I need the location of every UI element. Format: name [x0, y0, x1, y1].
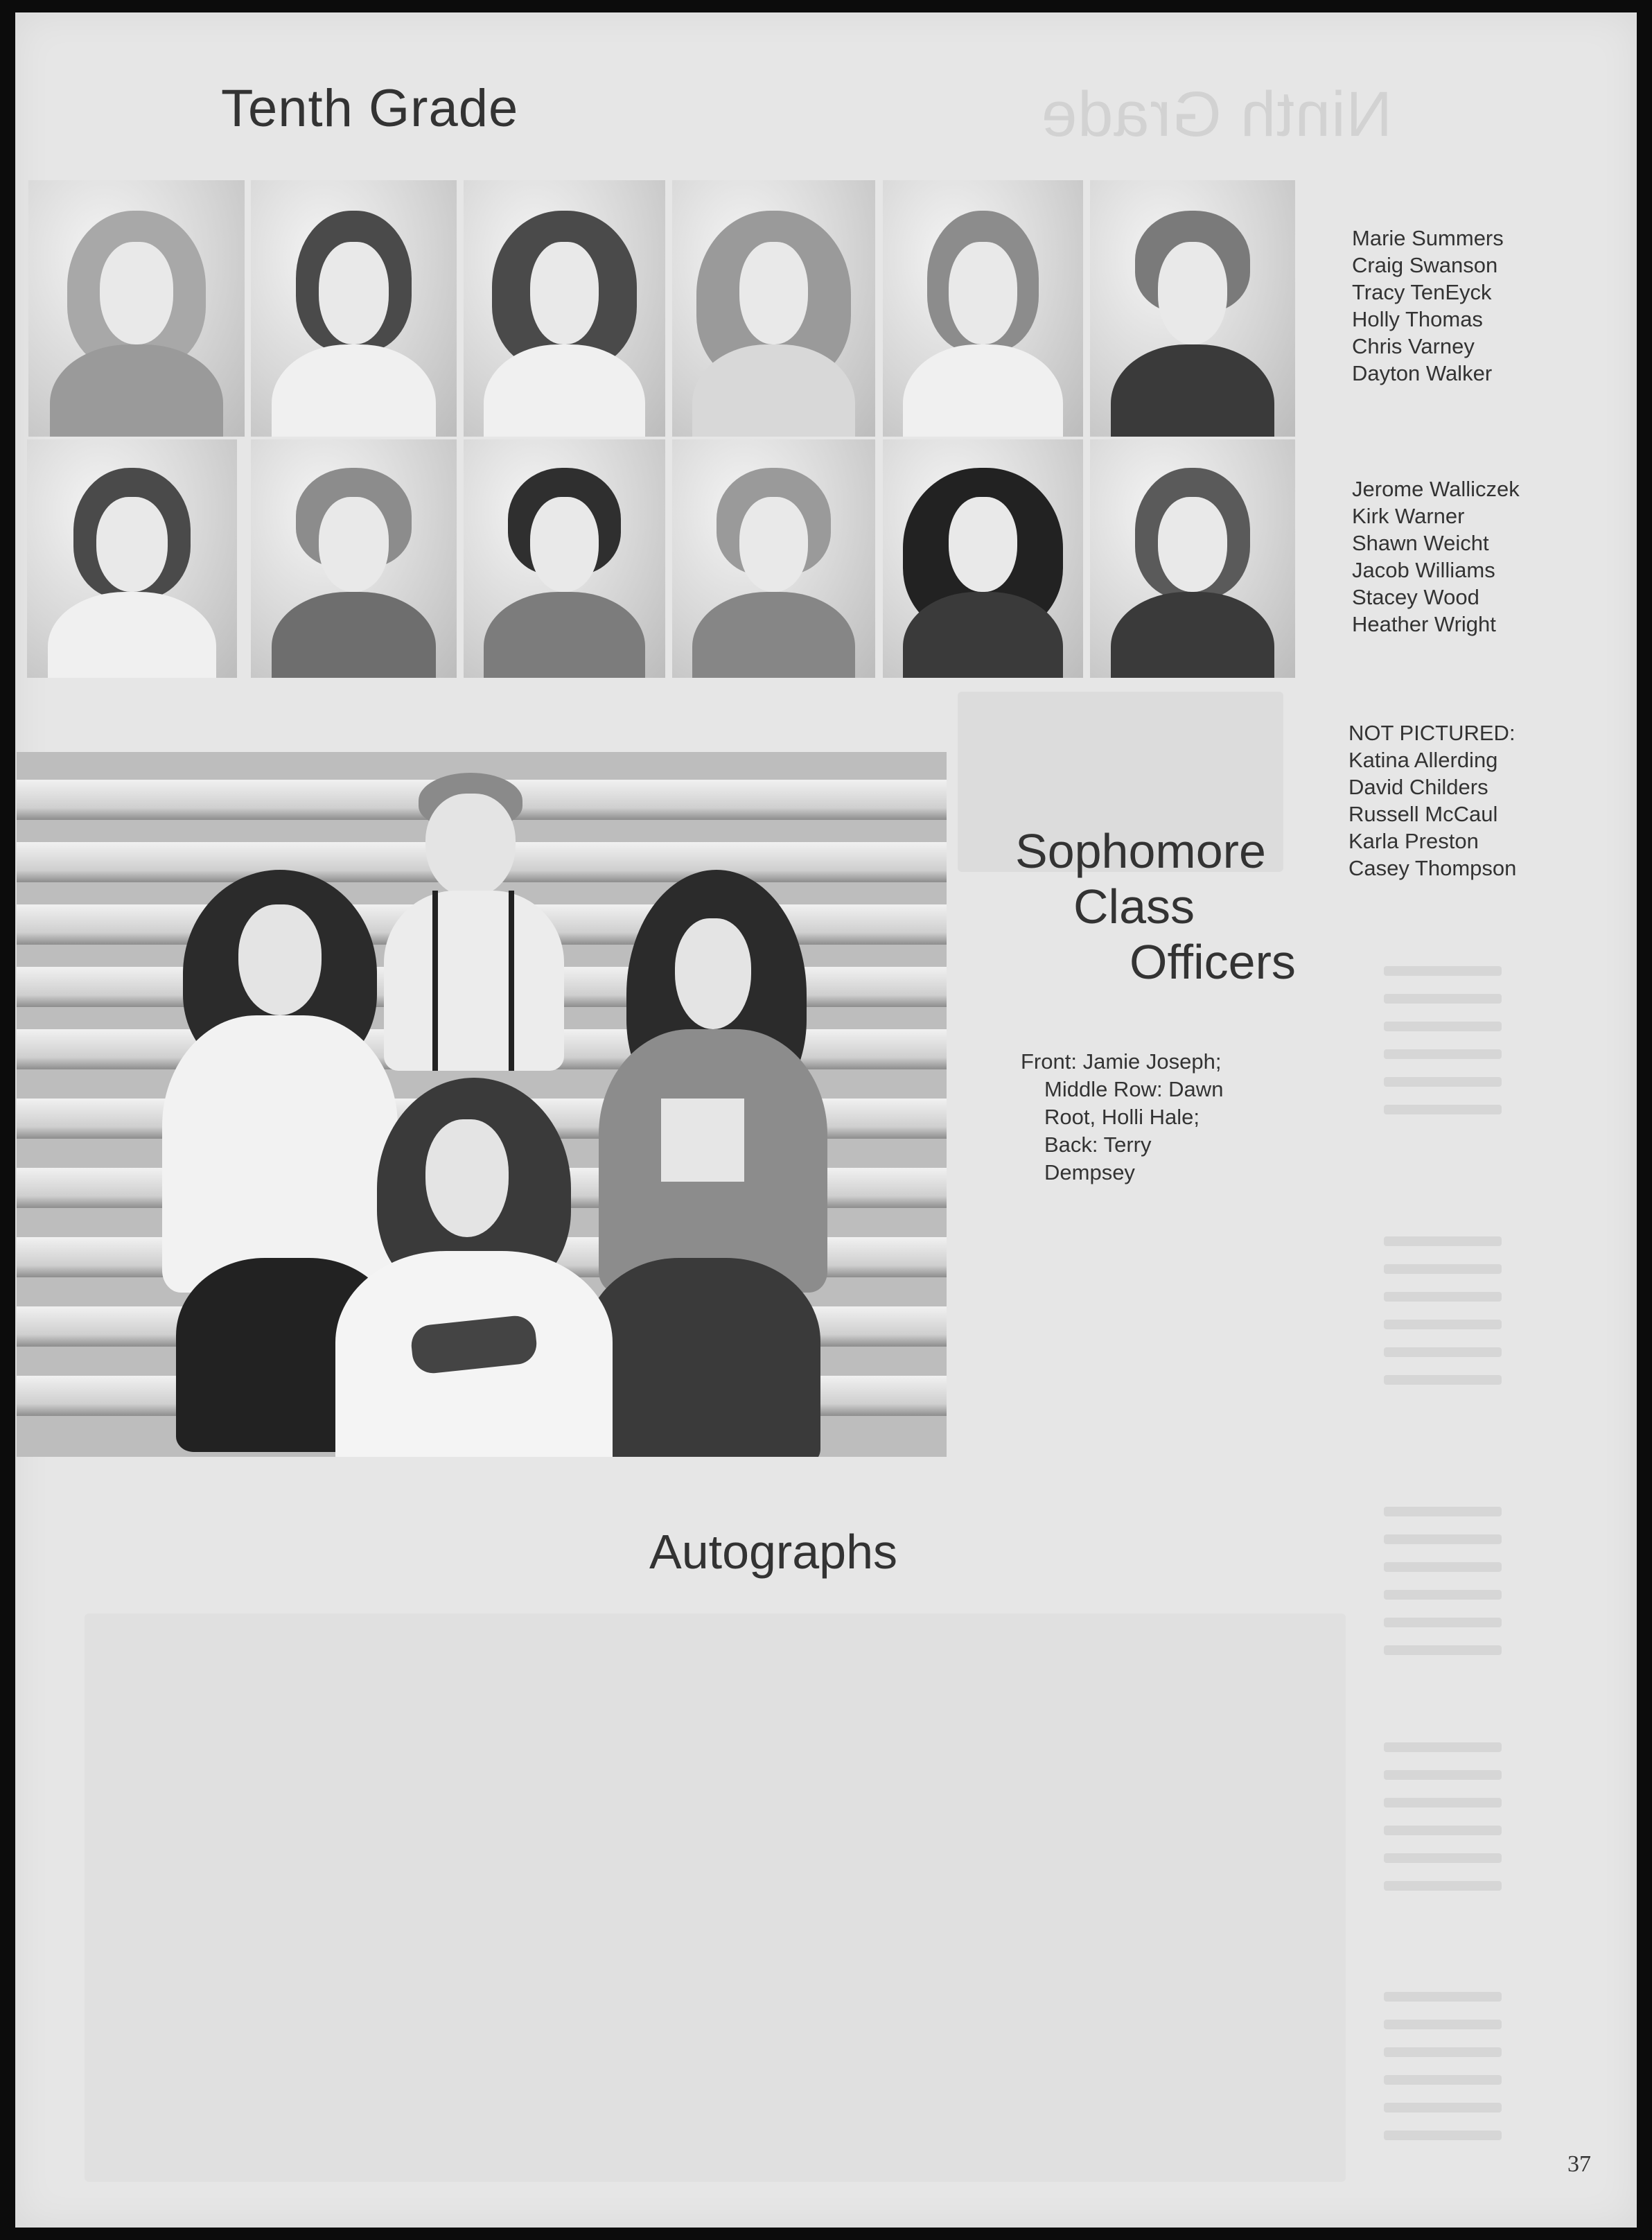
portrait-photo — [464, 439, 665, 678]
portrait-photo — [883, 439, 1083, 678]
page-number: 37 — [1567, 2151, 1591, 2177]
portrait-photo — [251, 439, 457, 678]
student-name: Marie Summers — [1352, 226, 1504, 250]
student-name: Jerome Walliczek — [1352, 477, 1520, 501]
caption-line: Dempsey — [1044, 1160, 1135, 1184]
student-name: Stacey Wood — [1352, 585, 1479, 609]
portrait-photo — [28, 180, 245, 437]
bleed-through-ghost — [1384, 948, 1502, 1132]
row2-name-list — [1352, 475, 1520, 638]
student-name: Chris Varney — [1352, 334, 1475, 358]
portrait-photo — [1090, 439, 1295, 678]
bleed-through-ghost — [1384, 1724, 1502, 1909]
portrait-photo — [883, 180, 1083, 437]
portrait-photo — [1090, 180, 1295, 437]
yearbook-page — [15, 12, 1637, 2228]
caption-line: Middle Row: Dawn — [1044, 1077, 1224, 1101]
tenth-grade-title: Tenth Grade — [221, 79, 519, 138]
not-pictured-heading: NOT PICTURED: — [1348, 721, 1515, 745]
autographs-title: Autographs — [649, 1525, 898, 1579]
student-name: Russell McCaul — [1348, 802, 1498, 826]
bleed-through-ghost — [85, 1613, 1346, 2182]
bleed-through-ghost — [1384, 1974, 1502, 2158]
student-name: Casey Thompson — [1348, 856, 1517, 880]
student-name: Heather Wright — [1352, 612, 1496, 636]
student-name: Shawn Weicht — [1352, 531, 1489, 555]
student-name: Holly Thomas — [1352, 307, 1483, 331]
bleed-through-ghost — [1384, 1489, 1502, 1673]
portrait-photo — [464, 180, 665, 437]
student-name: Tracy TenEyck — [1352, 280, 1492, 304]
portrait-photo — [27, 439, 237, 678]
student-name: Karla Preston — [1348, 829, 1479, 853]
student-name: David Childers — [1348, 775, 1488, 799]
officers-title-line-2: Class — [1073, 880, 1195, 934]
not-pictured-list — [1348, 719, 1516, 882]
bleed-through-ghost — [1384, 1218, 1502, 1403]
caption-line: Back: Terry — [1044, 1132, 1152, 1157]
bleed-through-ghost: Ninth Grade — [1041, 79, 1393, 150]
officers-title-line-1: Sophomore — [1015, 824, 1266, 878]
caption-line: Root, Holli Hale; — [1044, 1105, 1200, 1129]
row1-name-list — [1352, 225, 1504, 387]
portrait-photo — [672, 180, 875, 437]
officers-title-line-3: Officers — [1130, 935, 1296, 989]
officers-caption — [1021, 1048, 1223, 1187]
caption-line: Front: Jamie Joseph; — [1021, 1049, 1222, 1074]
student-name: Katina Allerding — [1348, 748, 1498, 772]
student-name: Jacob Williams — [1352, 558, 1495, 582]
portrait-photo — [251, 180, 457, 437]
student-name: Dayton Walker — [1352, 361, 1493, 385]
portrait-photo — [672, 439, 875, 678]
student-name: Kirk Warner — [1352, 504, 1465, 528]
class-officers-photo — [17, 752, 947, 1457]
student-name: Craig Swanson — [1352, 253, 1498, 277]
